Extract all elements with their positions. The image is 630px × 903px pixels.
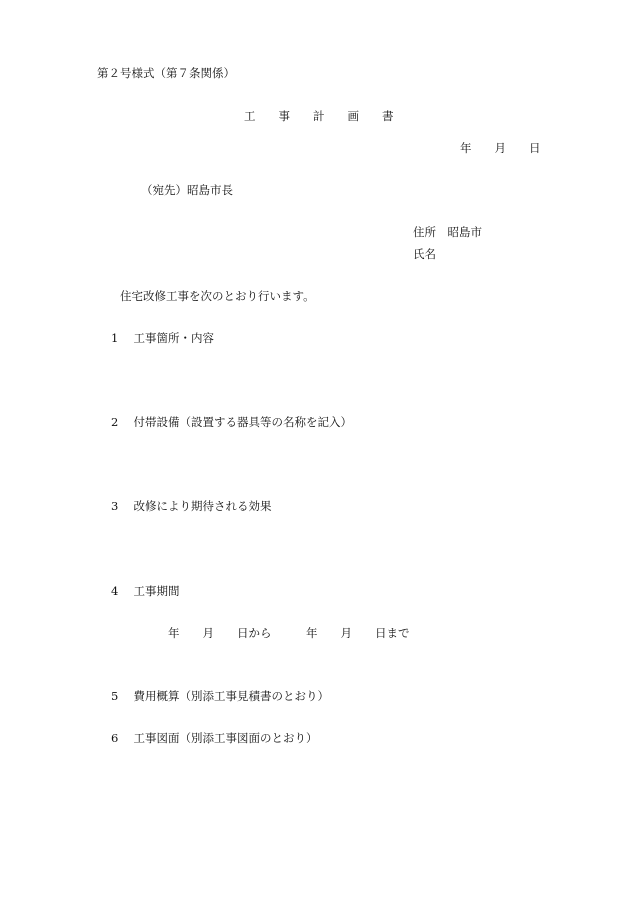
item-work-drawings: 6 工事図面（別添工事図面のとおり） [111,731,318,745]
item-equipment: 2 付帯設備（設置する器具等の名称を記入） [111,415,352,429]
form-number-label: 第２号様式（第７条関係） [97,66,235,80]
work-period-line: 年 月 日から 年 月 日まで [168,626,410,640]
date-line: 年 月 日 [460,141,541,155]
item-work-location: 1 工事箇所・内容 [111,331,214,345]
applicant-address: 住所 昭島市 [413,225,482,239]
addressee: （宛先）昭島市長 [141,183,233,197]
item-expected-effect: 3 改修により期待される効果 [111,499,272,513]
document-title: 工 事 計 画 書 [244,109,394,123]
intro-statement: 住宅改修工事を次のとおり行います。 [120,289,315,303]
item-work-period: 4 工事期間 [111,584,180,598]
item-cost-estimate: 5 費用概算（別添工事見積書のとおり） [111,689,329,703]
applicant-name: 氏名 [413,247,436,261]
